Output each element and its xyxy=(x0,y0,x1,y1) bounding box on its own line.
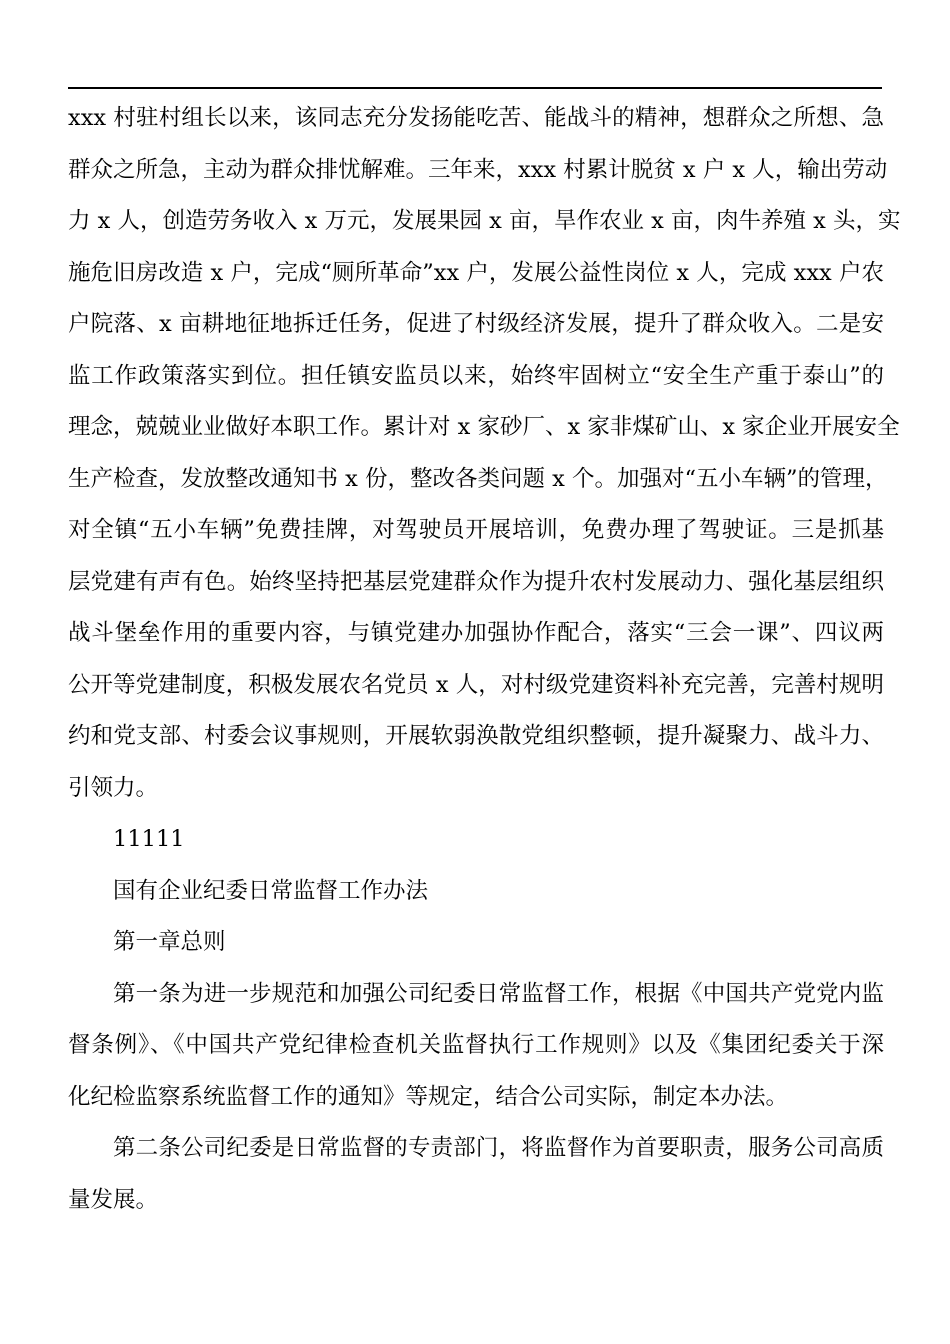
text-line: 群众之所急，主动为群众排忧解难。三年来，xxx 村累计脱贫 x 户 x 人，输出劳动 xyxy=(68,156,888,183)
text-line: 监工作政策落实到位。担任镇安监员以来，始终牢固树立“安全生产重于泰山”的 xyxy=(68,362,884,389)
text-line: 力 x 人，创造劳务收入 x 万元，发展果园 x 亩，旱作农业 x 亩，肉牛养殖 x 头，实 xyxy=(68,208,901,234)
article-1 xyxy=(68,969,884,1124)
text-line: 户院落、x 亩耕地征地拆迁任务，促进了村级经济发展，提升了群众收入。二是安 xyxy=(68,311,884,337)
header-rule xyxy=(68,87,882,89)
document-title: 国有企业纪委日常监督工作办法 xyxy=(113,877,429,904)
paragraph-1 xyxy=(68,93,901,814)
article-2 xyxy=(68,1123,884,1226)
text-line: 督条例》、《中国共产党纪律检查机关监督执行工作规则》以及《集团纪委关于深 xyxy=(68,1032,884,1058)
text-line: 量发展。 xyxy=(68,1186,159,1213)
text-line: 约和党支部、村委会议事规则，开展软弱涣散党组织整顿，提升凝聚力、战斗力、 xyxy=(68,723,884,749)
text-line: 第二条公司纪委是日常监督的专责部门，将监督作为首要职责，服务公司高质 xyxy=(113,1135,884,1161)
text-line: 战斗堡垒作用的重要内容，与镇党建办加强协作配合，落实“三会一课”、四议两 xyxy=(68,620,884,646)
text-line: 化纪检监察系统监督工作的通知》等规定，结合公司实际，制定本办法。 xyxy=(68,1083,789,1110)
text-line: 理念，兢兢业业做好本职工作。累计对 x 家砂厂、x 家非煤矿山、x 家企业开展安全 xyxy=(68,414,900,440)
text-line: 公开等党建制度，积极发展农名党员 x 人，对村级党建资料补充完善，完善村规明 xyxy=(68,671,884,698)
text-line: 对全镇“五小车辆”免费挂牌，对驾驶员开展培训，免费办理了驾驶证。三是抓基 xyxy=(68,517,884,543)
chapter-heading: 第一章总则 xyxy=(113,929,226,955)
document-body xyxy=(68,93,901,1226)
text-line: 施危旧房改造 x 户，完成“厕所革命”xx 户，发展公益性岗位 x 人，完成 xxx 户农 xyxy=(68,259,884,286)
section-marker: 11111 xyxy=(113,826,185,852)
text-line: 第一条为进一步规范和加强公司纪委日常监督工作，根据《中国共产党党内监 xyxy=(113,980,884,1007)
text-line: xxx 村驻村组长以来，该同志充分发扬能吃苦、能战斗的精神，想群众之所想、急 xyxy=(68,105,884,131)
text-line: 生产检查，发放整改通知书 x 份，整改各类问题 x 个。加强对“五小车辆”的管理， xyxy=(68,465,888,492)
text-line: 层党建有声有色。始终坚持把基层党建群众作为提升农村发展动力、强化基层组织 xyxy=(68,568,884,595)
text-line: 引领力。 xyxy=(68,774,159,801)
